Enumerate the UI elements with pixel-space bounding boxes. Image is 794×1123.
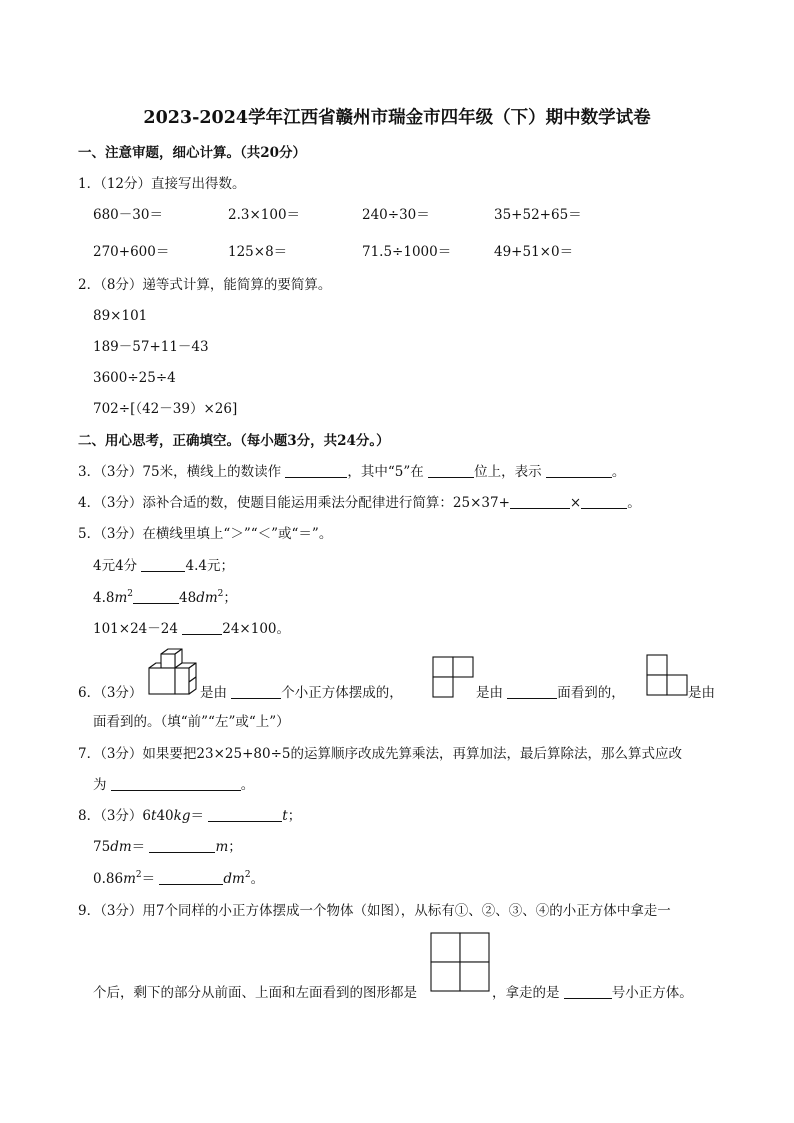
- q6-view-figure-2: [646, 654, 690, 698]
- q9-part-c: 号小正方体。: [611, 985, 693, 1001]
- q8-l1-c: ＝: [190, 808, 204, 824]
- q6-cube-bl-front: [149, 668, 175, 694]
- q7-line-1: 7．（3分）如果要把23×25+80÷5的运算顺序改成先算乘法，再算加法，最后算除法，那么算式应改: [78, 746, 682, 762]
- q8-l3-m: m: [123, 871, 136, 887]
- q8-l1-b: 40: [156, 808, 174, 824]
- q1-label: 1．（12分）直接写出得数。: [78, 176, 246, 192]
- q9-part-b: ，拿走的是: [492, 985, 560, 1001]
- q6-cube-bl-top: [149, 663, 161, 668]
- q8-l1-t: t: [151, 808, 157, 824]
- q5-label: 5．（3分）在横线里填上“＞”“＜”或“＝”。: [78, 526, 333, 542]
- q5-l3-right: 24×100。: [222, 621, 290, 637]
- q6-view1-cell-tl: [433, 657, 453, 677]
- q9-blank[interactable]: [564, 984, 612, 999]
- q4-blank-2[interactable]: [581, 494, 627, 509]
- q8-line-1: [78, 807, 301, 825]
- q5-l3-left: 101×24－24: [93, 621, 178, 637]
- q8-blank-1[interactable]: [208, 807, 282, 822]
- q9-view-cell-br: [460, 962, 489, 991]
- q6-cube-br-front: [175, 668, 189, 694]
- q6-text-2: [476, 684, 625, 702]
- q1-r1-c2: 2.3×100＝: [228, 207, 301, 223]
- q8-l3-unit: dm: [223, 871, 245, 887]
- q4-part-c: 。: [627, 495, 641, 511]
- q5-l2-exp2: 2: [217, 589, 224, 599]
- q4-part-b: ×: [569, 495, 582, 511]
- q7-blank[interactable]: [111, 776, 241, 791]
- q1-r2-c3: 71.5÷1000＝: [362, 244, 452, 260]
- q6-cube-top-front: [161, 654, 175, 668]
- q2-item-1: 89×101: [93, 308, 148, 324]
- q3-part-c: 位上，表示: [474, 464, 542, 480]
- q5-l1-right: 4.4元；: [185, 558, 234, 574]
- q5-l2-unit: m: [114, 590, 128, 606]
- q9-line-1: 9．（3分）用7个同样的小正方体摆成一个物体（如图），从标有①、②、③、④的小正方体中拿走一: [78, 903, 671, 919]
- q8-line-2: [93, 838, 242, 856]
- q2-item-4: 702÷[（42－39）×26]: [93, 401, 238, 417]
- q6-line-2: 面看到的。（填“前”“左”或“上”）: [93, 714, 290, 730]
- q5-line-3: [93, 620, 290, 638]
- q6-part-2: 个小正方体摆成的，: [281, 685, 403, 701]
- q6-prefix: 6．（3分）: [78, 685, 143, 701]
- q6-view2-cell-bl: [647, 675, 667, 695]
- q5-l2-unit2: dm: [196, 590, 218, 606]
- q5-l2-exp: 2: [127, 589, 134, 599]
- q2-item-3: 3600÷25÷4: [93, 370, 176, 386]
- q1-r2-c1: 270+600＝: [93, 244, 170, 260]
- q6-view1-cell-tr: [453, 657, 473, 677]
- q5-blank-3[interactable]: [182, 620, 222, 635]
- q8-l3-end: 。: [250, 871, 265, 887]
- q6-part-4: 面看到的，: [557, 685, 625, 701]
- q1-r1-c3: 240÷30＝: [362, 207, 430, 223]
- q8-l1-unit: t: [282, 808, 288, 824]
- q4-blank-1[interactable]: [510, 494, 570, 509]
- q8-l2-b: ＝: [131, 839, 146, 855]
- q8-l2-a: 75: [93, 839, 111, 855]
- q6-blank-2[interactable]: [507, 684, 557, 699]
- q8-l1-a: 8．（3分）6: [78, 808, 152, 824]
- q8-l1-kg: kg: [173, 808, 191, 824]
- q8-l3-exp: 2: [135, 870, 142, 880]
- q4-part-a: 4．（3分）添补合适的数，使题目能运用乘法分配律进行简算：25×37+: [78, 495, 510, 511]
- q8-blank-3[interactable]: [159, 870, 223, 885]
- q3-part-d: 。: [611, 464, 626, 480]
- q5-l2-right: 48: [179, 590, 197, 606]
- q5-l1-left: 4元4分: [93, 558, 138, 574]
- q3-blank-3[interactable]: [546, 463, 612, 478]
- q5-l2-end: ；: [223, 590, 237, 606]
- q6-part-3: 是由: [476, 685, 503, 701]
- q3-blank-2[interactable]: [428, 463, 474, 478]
- q8-l2-end: ；: [228, 839, 242, 855]
- q9-view-cell-tl: [431, 933, 460, 962]
- q3-part-b: ，其中“5”在: [347, 464, 424, 480]
- q8-l1-end: ；: [287, 808, 302, 824]
- q1-r1-c1: 680－30＝: [93, 207, 163, 223]
- q6-view2-cell-tl: [647, 655, 667, 675]
- page-title: 2023-2024学年江西省赣州市瑞金市四年级（下）期中数学试卷: [143, 108, 651, 128]
- q5-l2-left: 4.8: [93, 590, 115, 606]
- q1-r1-c4: 35+52+65＝: [494, 207, 582, 223]
- q9-view-cell-tr: [460, 933, 489, 962]
- q7-part-a: 为: [93, 777, 107, 793]
- q8-l3-b: ＝: [141, 871, 156, 887]
- q3-part-a: 3．（3分）75米，横线上的数读作: [78, 464, 282, 480]
- q2-label: 2．（8分）递等式计算，能简算的要简算。: [78, 277, 332, 293]
- q6-cube-stack-figure: [148, 648, 200, 696]
- q8-l2-dm: dm: [110, 839, 132, 855]
- q9-view-cell-bl: [431, 962, 460, 991]
- q4-text: [78, 494, 641, 512]
- q6-part-1: 是由: [200, 685, 227, 701]
- q6-blank-1[interactable]: [231, 684, 281, 699]
- q1-r2-c2: 125×8＝: [228, 244, 288, 260]
- q9-line-2b: [492, 984, 693, 1002]
- q2-item-2: 189－57+11－43: [93, 339, 209, 355]
- q8-l2-unit: m: [215, 839, 229, 855]
- q5-line-2: [93, 589, 237, 607]
- q8-blank-2[interactable]: [149, 838, 215, 853]
- q3-text: [78, 463, 625, 481]
- q7-line-2: [93, 776, 254, 794]
- q6-view2-cell-br: [667, 675, 687, 695]
- q3-blank-1[interactable]: [285, 463, 347, 478]
- q7-part-b: 。: [240, 777, 255, 793]
- q8-l3-exp2: 2: [244, 870, 251, 880]
- q5-blank-2[interactable]: [133, 589, 179, 604]
- q6-view-figure-1: [432, 656, 476, 700]
- q6-part-5: 是由: [688, 685, 715, 701]
- section2-heading: 二、用心思考，正确填空。（每小题3分，共24分。）: [78, 433, 390, 449]
- q6-text-1: [200, 684, 403, 702]
- q9-view-figure: [430, 932, 492, 994]
- q6-view1-cell-bl: [433, 677, 453, 697]
- q5-line-1: [93, 557, 234, 575]
- q8-line-3: [93, 870, 264, 888]
- q1-r2-c4: 49+51×0＝: [494, 244, 574, 260]
- q8-l3-a: 0.86: [93, 871, 124, 887]
- q5-blank-1[interactable]: [141, 557, 185, 572]
- q9-line-2a: 个后，剩下的部分从前面、上面和左面看到的图形都是: [93, 985, 417, 1001]
- section1-heading: 一、注意审题，细心计算。（共20分）: [78, 145, 307, 161]
